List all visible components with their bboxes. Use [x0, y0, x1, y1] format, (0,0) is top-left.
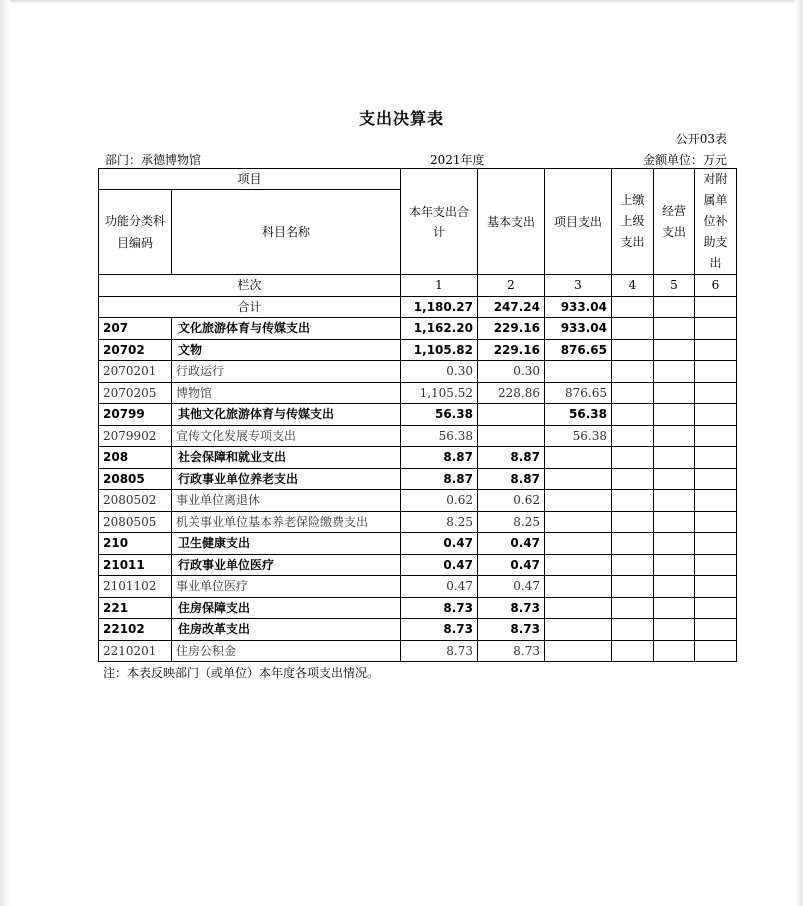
row-name: 事业单位医疗: [172, 576, 401, 598]
header-project: 项目: [99, 169, 401, 190]
row-name: 文化旅游体育与传媒支出: [172, 318, 401, 340]
row-subsidy: [695, 382, 737, 404]
header-basic: 基本支出: [478, 169, 545, 275]
row-subsidy: [695, 318, 737, 340]
row-business: [654, 404, 695, 426]
page-title: 支出决算表: [358, 109, 444, 128]
row-project: [545, 619, 612, 641]
row-business: [654, 425, 695, 447]
row-total: 1,105.82: [401, 339, 478, 361]
row-basic: 229.16: [478, 318, 545, 340]
table-row: [99, 511, 737, 533]
row-code: 2080502: [99, 490, 172, 512]
row-upper: [612, 640, 654, 662]
row-upper: [612, 382, 654, 404]
row-basic: 0.47: [478, 533, 545, 555]
row-upper: [612, 511, 654, 533]
row-total: 8.25: [401, 511, 478, 533]
row-upper: [612, 597, 654, 619]
row-name: 卫生健康支出: [172, 533, 401, 555]
row-subsidy: [695, 447, 737, 469]
col-index-5: 5: [654, 275, 695, 297]
table-row: [99, 640, 737, 662]
row-basic: 0.30: [478, 361, 545, 383]
col-index-4: 4: [612, 275, 654, 297]
row-business: [654, 619, 695, 641]
row-basic: 8.73: [478, 619, 545, 641]
row-upper: [612, 468, 654, 490]
row-basic: 8.73: [478, 597, 545, 619]
col-index-label: 栏次: [99, 275, 401, 297]
row-upper: [612, 318, 654, 340]
row-total: 0.30: [401, 361, 478, 383]
table-row: [99, 619, 737, 641]
row-business: [654, 318, 695, 340]
row-basic: 0.47: [478, 576, 545, 598]
row-subsidy: [695, 619, 737, 641]
header-row-1: [99, 169, 737, 190]
row-upper: [612, 447, 654, 469]
row-subsidy: [695, 597, 737, 619]
row-name: 住房改革支出: [172, 619, 401, 641]
table-row: [99, 318, 737, 340]
total-amount: 1,180.27: [401, 296, 478, 318]
row-name: 文物: [172, 339, 401, 361]
table-row: [99, 468, 737, 490]
row-subsidy: [695, 404, 737, 426]
row-total: 8.73: [401, 619, 478, 641]
row-business: [654, 382, 695, 404]
row-basic: 229.16: [478, 339, 545, 361]
row-business: [654, 554, 695, 576]
row-total: 1,105.52: [401, 382, 478, 404]
row-business: [654, 576, 695, 598]
row-upper: [612, 619, 654, 641]
row-project: 876.65: [545, 339, 612, 361]
row-project: [545, 554, 612, 576]
row-total: 8.73: [401, 597, 478, 619]
row-project: [545, 361, 612, 383]
col-index-2: 2: [478, 275, 545, 297]
row-upper: [612, 576, 654, 598]
row-project: [545, 511, 612, 533]
row-business: [654, 361, 695, 383]
row-upper: [612, 361, 654, 383]
row-name: 住房保障支出: [172, 597, 401, 619]
row-name: 行政事业单位养老支出: [172, 468, 401, 490]
row-subsidy: [695, 361, 737, 383]
row-name: 博物馆: [172, 382, 401, 404]
row-upper: [612, 339, 654, 361]
row-project: [545, 533, 612, 555]
header-total: 本年支出合计: [401, 169, 478, 275]
row-total: 1,162.20: [401, 318, 478, 340]
page-edge-top: [0, 0, 803, 4]
row-project: 876.65: [545, 382, 612, 404]
row-project: [545, 468, 612, 490]
total-project: 933.04: [545, 296, 612, 318]
row-subsidy: [695, 425, 737, 447]
row-name: 住房公积金: [172, 640, 401, 662]
table-row: [99, 447, 737, 469]
row-total: 0.47: [401, 554, 478, 576]
row-basic: 8.73: [478, 640, 545, 662]
row-code: 2080505: [99, 511, 172, 533]
table-row: [99, 533, 737, 555]
row-business: [654, 511, 695, 533]
row-business: [654, 597, 695, 619]
table-row: [99, 361, 737, 383]
row-upper: [612, 425, 654, 447]
row-project: [545, 490, 612, 512]
row-code: 20702: [99, 339, 172, 361]
table-row: [99, 382, 737, 404]
page-edge-right: [795, 0, 803, 906]
row-name: 事业单位离退休: [172, 490, 401, 512]
col-index-1: 1: [401, 275, 478, 297]
table-row: [99, 404, 737, 426]
row-name: 行政事业单位医疗: [172, 554, 401, 576]
row-name: 社会保障和就业支出: [172, 447, 401, 469]
row-upper: [612, 490, 654, 512]
row-subsidy: [695, 339, 737, 361]
row-code: 210: [99, 533, 172, 555]
expenditure-table: [98, 168, 737, 662]
row-total: 56.38: [401, 404, 478, 426]
row-total: 8.87: [401, 468, 478, 490]
row-total: 0.47: [401, 533, 478, 555]
total-basic: 247.24: [478, 296, 545, 318]
row-code: 21011: [99, 554, 172, 576]
row-project: 56.38: [545, 404, 612, 426]
row-basic: 8.87: [478, 468, 545, 490]
row-upper: [612, 404, 654, 426]
row-project: [545, 447, 612, 469]
header-upper: 上缴上级支出: [612, 169, 654, 275]
col-index-3: 3: [545, 275, 612, 297]
row-code: 221: [99, 597, 172, 619]
row-project: [545, 640, 612, 662]
amount-unit: 金额单位：万元: [642, 153, 727, 167]
table-row: [99, 576, 737, 598]
row-business: [654, 339, 695, 361]
header-business: 经营支出: [654, 169, 695, 275]
row-code: 2101102: [99, 576, 172, 598]
table-footnote: 注：本表反映部门（或单位）本年度各项支出情况。: [103, 666, 380, 680]
column-index-row: [99, 275, 737, 297]
row-code: 208: [99, 447, 172, 469]
row-subsidy: [695, 576, 737, 598]
total-business: [654, 296, 695, 318]
table-row: [99, 597, 737, 619]
row-total: 0.47: [401, 576, 478, 598]
header-subject-name: 科目名称: [172, 190, 401, 275]
row-total: 8.87: [401, 447, 478, 469]
row-subsidy: [695, 511, 737, 533]
row-name: 其他文化旅游体育与传媒支出: [172, 404, 401, 426]
row-code: 207: [99, 318, 172, 340]
row-basic: [478, 404, 545, 426]
row-code: 2210201: [99, 640, 172, 662]
row-code: 2079902: [99, 425, 172, 447]
header-func-code: 功能分类科目编码: [99, 190, 172, 275]
row-name: 机关事业单位基本养老保险缴费支出: [172, 511, 401, 533]
row-upper: [612, 554, 654, 576]
row-name: 行政运行: [172, 361, 401, 383]
row-total: 0.62: [401, 490, 478, 512]
row-business: [654, 533, 695, 555]
row-business: [654, 447, 695, 469]
row-business: [654, 468, 695, 490]
row-basic: 8.25: [478, 511, 545, 533]
row-code: 22102: [99, 619, 172, 641]
row-code: 20805: [99, 468, 172, 490]
fiscal-year: 2021年度: [430, 153, 485, 167]
row-subsidy: [695, 554, 737, 576]
row-project: 933.04: [545, 318, 612, 340]
table-row: [99, 554, 737, 576]
row-project: 56.38: [545, 425, 612, 447]
row-business: [654, 490, 695, 512]
row-code: 2070201: [99, 361, 172, 383]
table-row: [99, 339, 737, 361]
header-subsidy: 对附属单位补助支出: [695, 169, 737, 275]
row-basic: 228.86: [478, 382, 545, 404]
row-basic: 0.47: [478, 554, 545, 576]
row-upper: [612, 533, 654, 555]
row-project: [545, 576, 612, 598]
row-business: [654, 640, 695, 662]
form-number: 公开03表: [675, 132, 727, 146]
row-subsidy: [695, 468, 737, 490]
total-subsidy: [695, 296, 737, 318]
table-row: [99, 490, 737, 512]
table-row: [99, 425, 737, 447]
row-subsidy: [695, 490, 737, 512]
row-subsidy: [695, 533, 737, 555]
page-edge-left: [0, 0, 10, 906]
header-project-expenditure: 项目支出: [545, 169, 612, 275]
row-subsidy: [695, 640, 737, 662]
total-row: [99, 296, 737, 318]
row-code: 20799: [99, 404, 172, 426]
department-label: 部门：承德博物馆: [105, 153, 202, 167]
row-basic: 0.62: [478, 490, 545, 512]
row-name: 宣传文化发展专项支出: [172, 425, 401, 447]
row-basic: 8.87: [478, 447, 545, 469]
total-label: 合计: [99, 296, 401, 318]
row-total: 8.73: [401, 640, 478, 662]
col-index-6: 6: [695, 275, 737, 297]
row-project: [545, 597, 612, 619]
row-basic: [478, 425, 545, 447]
row-total: 56.38: [401, 425, 478, 447]
total-upper: [612, 296, 654, 318]
row-code: 2070205: [99, 382, 172, 404]
